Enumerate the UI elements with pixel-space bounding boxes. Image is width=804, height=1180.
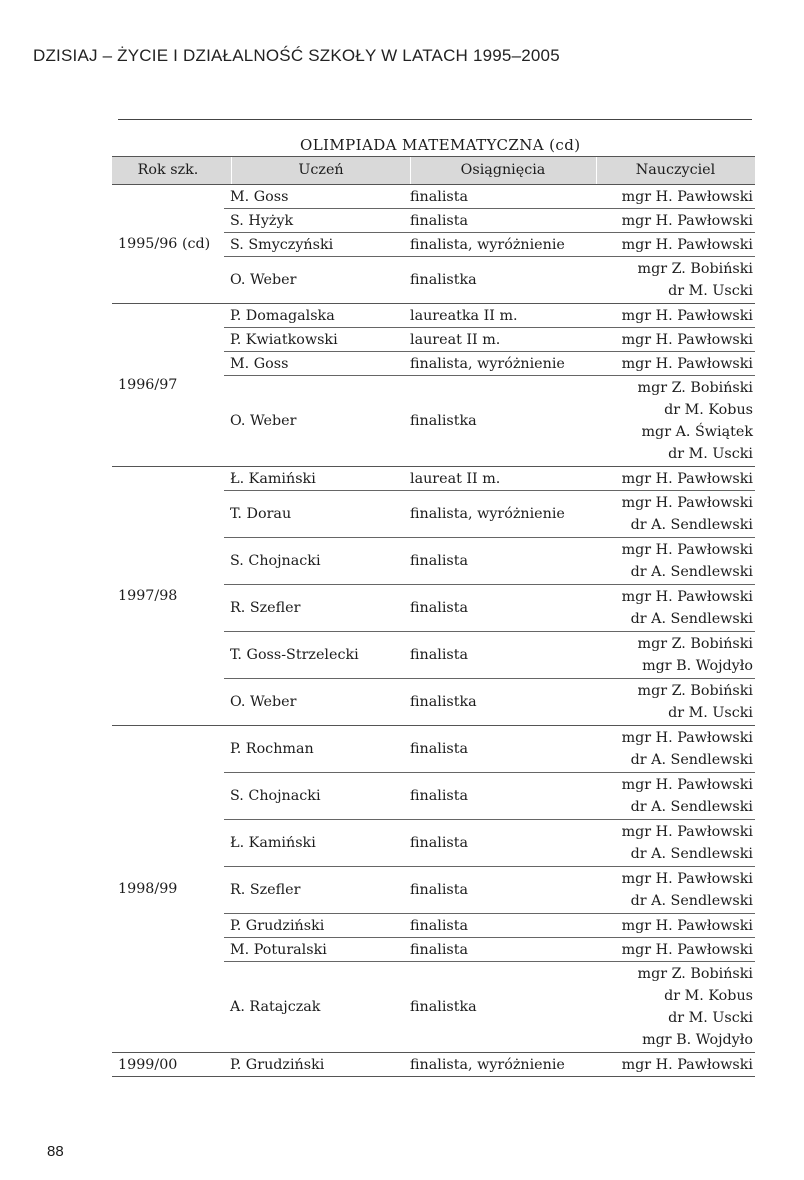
teacher-name: dr M. Uscki (668, 1010, 753, 1026)
student-name: P. Kwiatkowski (230, 331, 338, 348)
achievement: finalista (410, 835, 469, 851)
student-name: Ł. Kamiński (230, 470, 316, 487)
student-name: Ł. Kamiński (230, 835, 316, 851)
student-name: M. Goss (230, 355, 289, 372)
table-row (224, 820, 755, 867)
teacher-list (591, 868, 755, 912)
table-row (224, 1053, 755, 1076)
teacher-name: mgr H. Pawłowski (621, 495, 753, 511)
teacher-name: mgr H. Pawłowski (621, 730, 753, 746)
table-row (224, 632, 755, 679)
table-row (224, 867, 755, 914)
teacher-name: mgr H. Pawłowski (621, 824, 753, 840)
year-group (112, 304, 755, 467)
student-name: S. Smyczyński (230, 236, 334, 253)
teacher-name: mgr A. Świątek (641, 424, 753, 440)
teacher-list (591, 727, 755, 771)
achievement: finalista, wyróżnienie (410, 355, 565, 372)
achievement: laureat II m. (410, 331, 501, 348)
achievement: finalistka (410, 694, 477, 710)
student-name: S. Hyżyk (230, 212, 294, 229)
teacher-name: dr A. Sendlewski (630, 846, 753, 862)
school-year: 1998/99 (118, 881, 178, 897)
table-row (224, 376, 755, 466)
teacher-name: dr A. Sendlewski (630, 752, 753, 768)
teacher-list (591, 329, 755, 351)
school-year: 1997/98 (118, 588, 178, 604)
teacher-name: mgr H. Pawłowski (621, 871, 753, 887)
table-row (224, 773, 755, 820)
teacher-list (591, 915, 755, 937)
olympiad-table (112, 156, 755, 1077)
teacher-name: mgr H. Pawłowski (621, 917, 753, 934)
teacher-list (591, 377, 755, 465)
student-name: P. Grudziński (230, 917, 325, 934)
table-row (224, 914, 755, 938)
teacher-name: mgr H. Pawłowski (621, 188, 753, 205)
student-name: R. Szefler (230, 600, 301, 616)
table-row (224, 352, 755, 376)
teacher-name: dr M. Uscki (668, 446, 753, 462)
student-name: S. Chojnacki (230, 788, 321, 804)
achievement: finalista (410, 917, 469, 934)
header-year: Rok szk. (137, 162, 199, 178)
achievement: finalista, wyróżnienie (410, 1056, 565, 1073)
teacher-list (591, 492, 755, 536)
teacher-name: mgr Z. Bobiński (637, 380, 753, 396)
teacher-name: dr A. Sendlewski (630, 611, 753, 627)
table-row (224, 585, 755, 632)
achievement: laureatka II m. (410, 307, 518, 324)
teacher-name: dr A. Sendlewski (630, 799, 753, 815)
teacher-name: mgr B. Wojdyło (642, 658, 753, 674)
table-row (224, 467, 755, 491)
teacher-list (591, 633, 755, 677)
student-name: O. Weber (230, 413, 297, 429)
achievement: finalista, wyróżnienie (410, 506, 565, 522)
achievement: finalista (410, 882, 469, 898)
student-name: M. Goss (230, 188, 289, 205)
achievement: finalista (410, 647, 469, 663)
achievement: finalista (410, 553, 469, 569)
student-name: M. Poturalski (230, 941, 327, 958)
achievement: finalista (410, 788, 469, 804)
table-row (224, 304, 755, 328)
teacher-name: dr A. Sendlewski (630, 893, 753, 909)
student-name: P. Rochman (230, 741, 314, 757)
teacher-name: dr M. Uscki (668, 283, 753, 299)
table-row (224, 538, 755, 585)
table-row (224, 726, 755, 773)
student-name: P. Domagalska (230, 307, 335, 324)
achievement: finalistka (410, 413, 477, 429)
table-header (112, 156, 755, 185)
school-year: 1999/00 (118, 1056, 178, 1073)
teacher-name: mgr Z. Bobiński (637, 636, 753, 652)
teacher-name: mgr H. Pawłowski (621, 1056, 753, 1073)
year-group (112, 726, 755, 1053)
achievement: laureat II m. (410, 470, 501, 487)
year-group (112, 467, 755, 726)
teacher-list (591, 1054, 755, 1076)
student-name: R. Szefler (230, 882, 301, 898)
teacher-name: mgr H. Pawłowski (621, 777, 753, 793)
teacher-name: dr M. Uscki (668, 705, 753, 721)
table-body (112, 185, 755, 1077)
teacher-name: mgr H. Pawłowski (621, 236, 753, 253)
teacher-name: mgr H. Pawłowski (621, 355, 753, 372)
teacher-name: mgr H. Pawłowski (621, 941, 753, 958)
teacher-name: dr A. Sendlewski (630, 517, 753, 533)
achievement: finalista (410, 741, 469, 757)
table-row (224, 962, 755, 1052)
achievement: finalista (410, 941, 469, 958)
teacher-list (591, 680, 755, 724)
achievement: finalista (410, 212, 469, 229)
teacher-list (591, 353, 755, 375)
achievement: finalista (410, 600, 469, 616)
teacher-list (591, 468, 755, 490)
teacher-list (591, 210, 755, 232)
teacher-list (591, 258, 755, 302)
teacher-list (591, 586, 755, 630)
teacher-list (591, 963, 755, 1051)
table-row (224, 679, 755, 725)
teacher-name: mgr H. Pawłowski (621, 470, 753, 487)
table-row (224, 185, 755, 209)
teacher-name: mgr H. Pawłowski (621, 331, 753, 348)
teacher-name: mgr H. Pawłowski (621, 307, 753, 324)
table-row (224, 257, 755, 303)
teacher-name: mgr H. Pawłowski (621, 589, 753, 605)
student-name: O. Weber (230, 272, 297, 288)
table-row (224, 938, 755, 962)
header-achievement: Osiągnięcia (460, 162, 546, 178)
table-row (224, 209, 755, 233)
student-name: P. Grudziński (230, 1056, 325, 1073)
year-group (112, 185, 755, 304)
teacher-list (591, 234, 755, 256)
table-row (224, 328, 755, 352)
achievement: finalista (410, 188, 469, 205)
teacher-name: mgr B. Wojdyło (642, 1032, 753, 1048)
teacher-list (591, 305, 755, 327)
achievement: finalistka (410, 272, 477, 288)
teacher-list (591, 774, 755, 818)
year-group (112, 1053, 755, 1077)
achievement: finalista, wyróżnienie (410, 236, 565, 253)
table-row (224, 491, 755, 538)
top-rule (118, 119, 752, 120)
student-name: S. Chojnacki (230, 553, 321, 569)
student-name: T. Goss-Strzelecki (230, 647, 359, 663)
teacher-name: dr M. Kobus (664, 988, 753, 1004)
teacher-name: mgr H. Pawłowski (621, 212, 753, 229)
teacher-list (591, 939, 755, 961)
school-year: 1995/96 (cd) (118, 236, 211, 252)
school-year: 1996/97 (118, 377, 178, 393)
table-title: OLIMPIADA MATEMATYCZNA (cd) (300, 136, 581, 154)
teacher-list (591, 821, 755, 865)
teacher-name: mgr Z. Bobiński (637, 966, 753, 982)
student-name: T. Dorau (230, 506, 292, 522)
teacher-name: mgr H. Pawłowski (621, 542, 753, 558)
teacher-list (591, 539, 755, 583)
teacher-list (591, 186, 755, 208)
teacher-name: mgr Z. Bobiński (637, 683, 753, 699)
teacher-name: mgr Z. Bobiński (637, 261, 753, 277)
student-name: O. Weber (230, 694, 297, 710)
header-teacher: Nauczyciel (635, 162, 716, 178)
header-student: Uczeń (298, 162, 344, 178)
achievement: finalistka (410, 999, 477, 1015)
running-head: DZISIAJ – ŻYCIE I DZIAŁALNOŚĆ SZKOŁY W LATACH 1995–2005 (33, 46, 560, 65)
teacher-name: dr A. Sendlewski (630, 564, 753, 580)
table-row (224, 233, 755, 257)
page-number: 88 (47, 1143, 64, 1160)
student-name: A. Ratajczak (230, 999, 321, 1015)
teacher-name: dr M. Kobus (664, 402, 753, 418)
